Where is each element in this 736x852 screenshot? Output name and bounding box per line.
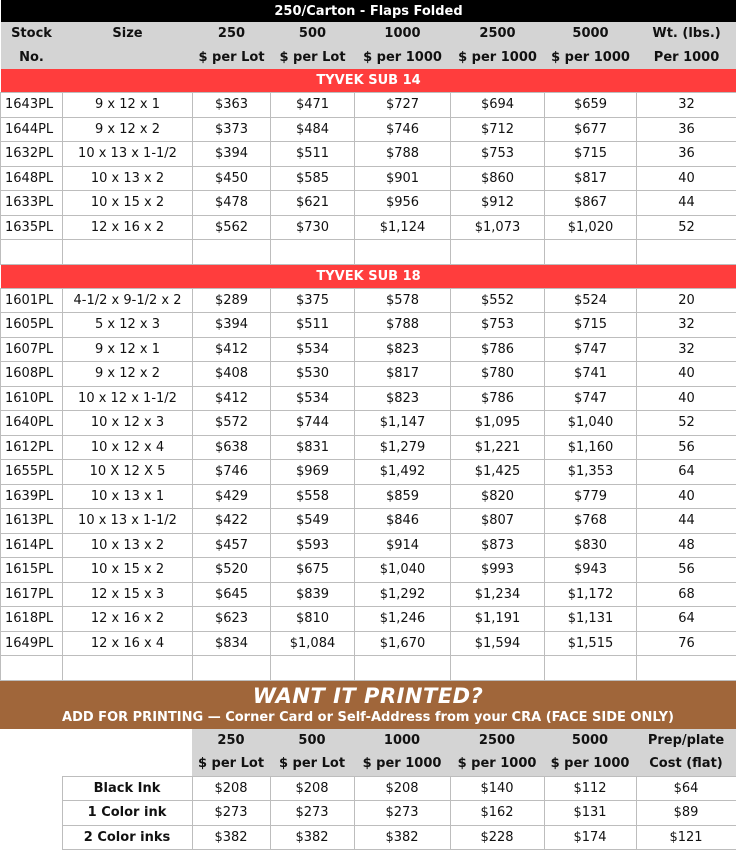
print-column-header: Cost (flat)	[636, 752, 736, 776]
print-banner-title: WANT IT PRINTED?	[252, 683, 484, 708]
table-cell: 40	[637, 166, 736, 191]
blank-cell	[451, 240, 545, 265]
table-cell: $520	[193, 558, 271, 583]
ink-label: 2 Color inks	[62, 825, 192, 850]
table-cell: 56	[637, 435, 736, 460]
table-cell: $1,073	[451, 215, 545, 240]
table-cell: 12 x 16 x 2	[63, 215, 193, 240]
table-cell: 32	[637, 337, 736, 362]
table-cell: $820	[451, 484, 545, 509]
print-column-header: 5000	[544, 729, 636, 753]
table-cell: $1,020	[545, 215, 637, 240]
column-header: 500	[271, 22, 355, 46]
section-title: TYVEK SUB 14	[1, 69, 736, 93]
empty-cell	[0, 729, 192, 753]
table-cell: $524	[545, 288, 637, 313]
print-column-header: $ per Lot	[270, 752, 354, 776]
table-cell: $412	[193, 386, 271, 411]
blank-cell	[1, 240, 63, 265]
table-cell: $993	[451, 558, 545, 583]
table-title-row	[1, 0, 736, 22]
column-header: 5000	[545, 22, 637, 46]
table-cell: 10 x 12 x 1-1/2	[63, 386, 193, 411]
blank-cell	[271, 656, 355, 681]
table-cell: $429	[193, 484, 271, 509]
table-cell: $677	[545, 117, 637, 142]
table-cell: $969	[271, 460, 355, 485]
table-cell: 36	[637, 117, 736, 142]
table-cell: 5 x 12 x 3	[63, 313, 193, 338]
table-cell: 10 X 12 X 5	[63, 460, 193, 485]
section-title: TYVEK SUB 18	[1, 264, 736, 288]
print-price-cell: $273	[354, 801, 450, 826]
table-cell: 1643PL	[1, 93, 63, 118]
table-cell: 1632PL	[1, 142, 63, 167]
table-row	[1, 337, 736, 362]
table-row	[1, 411, 736, 436]
print-column-header: $ per 1000	[450, 752, 544, 776]
table-cell: 10 x 15 x 2	[63, 191, 193, 216]
table-cell: 1615PL	[1, 558, 63, 583]
table-cell: 10 x 13 x 1-1/2	[63, 142, 193, 167]
table-cell: $511	[271, 142, 355, 167]
blank-cell	[63, 656, 193, 681]
table-cell: $817	[545, 166, 637, 191]
table-cell: $478	[193, 191, 271, 216]
table-row	[1, 582, 736, 607]
blank-cell	[451, 656, 545, 681]
table-cell: $408	[193, 362, 271, 387]
print-column-header: $ per 1000	[544, 752, 636, 776]
table-row	[1, 435, 736, 460]
table-row	[1, 142, 736, 167]
print-column-header: 2500	[450, 729, 544, 753]
table-cell: $830	[545, 533, 637, 558]
table-cell: $572	[193, 411, 271, 436]
table-row	[1, 484, 736, 509]
table-cell: $373	[193, 117, 271, 142]
print-column-header: $ per 1000	[354, 752, 450, 776]
table-cell: $780	[451, 362, 545, 387]
table-cell: 32	[637, 93, 736, 118]
blank-cell	[355, 240, 451, 265]
table-cell: $956	[355, 191, 451, 216]
table-cell: $412	[193, 337, 271, 362]
table-cell: $715	[545, 313, 637, 338]
table-title: 250/Carton - Flaps Folded	[1, 0, 736, 22]
column-header: Stock	[1, 22, 63, 46]
table-cell: $1,040	[355, 558, 451, 583]
table-row	[1, 93, 736, 118]
table-row	[1, 313, 736, 338]
table-cell: 1633PL	[1, 191, 63, 216]
table-cell: $1,292	[355, 582, 451, 607]
header-row	[1, 22, 736, 46]
table-cell: 40	[637, 484, 736, 509]
print-price-cell: $382	[192, 825, 270, 850]
table-cell: $675	[271, 558, 355, 583]
print-price-cell: $228	[450, 825, 544, 850]
print-price-cell: $208	[192, 776, 270, 801]
table-cell: $549	[271, 509, 355, 534]
header-row	[1, 46, 736, 70]
table-cell: $552	[451, 288, 545, 313]
table-cell: 4-1/2 x 9-1/2 x 2	[63, 288, 193, 313]
table-row	[1, 533, 736, 558]
table-cell: 1649PL	[1, 631, 63, 656]
table-cell: $747	[545, 337, 637, 362]
print-price-cell: $174	[544, 825, 636, 850]
table-cell: $1,221	[451, 435, 545, 460]
table-cell: $1,095	[451, 411, 545, 436]
table-cell: $1,425	[451, 460, 545, 485]
table-cell: $450	[193, 166, 271, 191]
table-cell: 1605PL	[1, 313, 63, 338]
table-cell: $727	[355, 93, 451, 118]
table-cell: $730	[271, 215, 355, 240]
table-cell: $788	[355, 313, 451, 338]
column-header: Size	[63, 22, 193, 46]
table-cell: $562	[193, 215, 271, 240]
table-cell: 56	[637, 558, 736, 583]
column-header: Wt. (lbs.)	[637, 22, 736, 46]
table-cell: $394	[193, 313, 271, 338]
blank-cell	[193, 656, 271, 681]
table-cell: $534	[271, 386, 355, 411]
print-price-cell: $208	[270, 776, 354, 801]
print-column-header: Prep/plate	[636, 729, 736, 753]
table-cell: 40	[637, 362, 736, 387]
table-cell: 1601PL	[1, 288, 63, 313]
column-header: $ per 1000	[545, 46, 637, 70]
table-cell: $715	[545, 142, 637, 167]
blank-cell	[637, 240, 736, 265]
column-header: $ per 1000	[355, 46, 451, 70]
print-banner	[0, 681, 736, 729]
column-header: No.	[1, 46, 63, 70]
table-cell: $1,131	[545, 607, 637, 632]
table-cell: $753	[451, 142, 545, 167]
table-cell: $1,040	[545, 411, 637, 436]
table-row	[1, 117, 736, 142]
table-cell: 36	[637, 142, 736, 167]
table-cell: 1608PL	[1, 362, 63, 387]
table-cell: 1617PL	[1, 582, 63, 607]
table-cell: $694	[451, 93, 545, 118]
table-cell: 12 x 15 x 3	[63, 582, 193, 607]
table-cell: $943	[545, 558, 637, 583]
empty-cell	[0, 801, 62, 826]
table-cell: $831	[271, 435, 355, 460]
table-cell: $810	[271, 607, 355, 632]
table-cell: $768	[545, 509, 637, 534]
table-cell: 1612PL	[1, 435, 63, 460]
table-cell: $422	[193, 509, 271, 534]
table-cell: $712	[451, 117, 545, 142]
table-cell: $786	[451, 337, 545, 362]
table-cell: 48	[637, 533, 736, 558]
table-cell: $823	[355, 386, 451, 411]
table-cell: $860	[451, 166, 545, 191]
blank-cell	[355, 656, 451, 681]
table-cell: $1,515	[545, 631, 637, 656]
table-cell: $585	[271, 166, 355, 191]
blank-cell	[1, 656, 63, 681]
table-cell: 1644PL	[1, 117, 63, 142]
table-cell: $846	[355, 509, 451, 534]
table-cell: $746	[355, 117, 451, 142]
table-cell: $746	[193, 460, 271, 485]
table-cell: $747	[545, 386, 637, 411]
table-cell: $1,594	[451, 631, 545, 656]
table-cell: $484	[271, 117, 355, 142]
table-cell: 12 x 16 x 4	[63, 631, 193, 656]
table-cell: 9 x 12 x 2	[63, 117, 193, 142]
print-price-cell: $112	[544, 776, 636, 801]
table-cell: 52	[637, 411, 736, 436]
table-cell: $471	[271, 93, 355, 118]
table-cell: $1,084	[271, 631, 355, 656]
print-price-cell: $131	[544, 801, 636, 826]
table-row	[1, 288, 736, 313]
print-price-cell: $382	[354, 825, 450, 850]
blank-cell	[545, 656, 637, 681]
table-cell: 44	[637, 191, 736, 216]
table-row	[1, 215, 736, 240]
empty-cell	[0, 776, 62, 801]
table-cell: 10 x 13 x 1-1/2	[63, 509, 193, 534]
table-cell: $867	[545, 191, 637, 216]
table-cell: $1,670	[355, 631, 451, 656]
blank-cell	[193, 240, 271, 265]
table-cell: $1,246	[355, 607, 451, 632]
print-price-cell: $273	[192, 801, 270, 826]
blank-cell	[545, 240, 637, 265]
table-cell: $753	[451, 313, 545, 338]
table-cell: $779	[545, 484, 637, 509]
print-column-header: $ per Lot	[192, 752, 270, 776]
table-cell: 32	[637, 313, 736, 338]
table-row	[1, 362, 736, 387]
table-cell: $914	[355, 533, 451, 558]
table-cell: 64	[637, 460, 736, 485]
table-cell: 10 x 13 x 2	[63, 166, 193, 191]
table-cell: 1618PL	[1, 607, 63, 632]
column-header: $ per Lot	[271, 46, 355, 70]
table-cell: 64	[637, 607, 736, 632]
table-row	[1, 191, 736, 216]
table-cell: 1635PL	[1, 215, 63, 240]
print-price-cell: $121	[636, 825, 736, 850]
print-column-header: 1000	[354, 729, 450, 753]
table-row	[1, 460, 736, 485]
table-cell: 12 x 16 x 2	[63, 607, 193, 632]
table-cell: $741	[545, 362, 637, 387]
table-cell: 1640PL	[1, 411, 63, 436]
print-price-cell: $89	[636, 801, 736, 826]
table-cell: $1,492	[355, 460, 451, 485]
table-cell: 9 x 12 x 1	[63, 337, 193, 362]
table-cell: 9 x 12 x 1	[63, 93, 193, 118]
table-cell: $817	[355, 362, 451, 387]
print-row	[0, 801, 736, 826]
table-cell: 1648PL	[1, 166, 63, 191]
table-cell: $645	[193, 582, 271, 607]
table-cell: 1655PL	[1, 460, 63, 485]
column-header	[63, 46, 193, 70]
blank-cell	[271, 240, 355, 265]
table-cell: $534	[271, 337, 355, 362]
table-cell: $873	[451, 533, 545, 558]
column-header: $ per 1000	[451, 46, 545, 70]
table-cell: $558	[271, 484, 355, 509]
ink-label: Black Ink	[62, 776, 192, 801]
table-cell: $912	[451, 191, 545, 216]
table-cell: 1610PL	[1, 386, 63, 411]
column-header: 2500	[451, 22, 545, 46]
print-price-cell: $162	[450, 801, 544, 826]
table-cell: 1614PL	[1, 533, 63, 558]
table-row	[1, 166, 736, 191]
table-cell: $511	[271, 313, 355, 338]
table-cell: 1639PL	[1, 484, 63, 509]
table-cell: $823	[355, 337, 451, 362]
print-row	[0, 776, 736, 801]
table-cell: $901	[355, 166, 451, 191]
table-cell: $375	[271, 288, 355, 313]
table-cell: $744	[271, 411, 355, 436]
table-cell: 10 x 15 x 2	[63, 558, 193, 583]
table-cell: 52	[637, 215, 736, 240]
table-cell: $457	[193, 533, 271, 558]
table-cell: $1,234	[451, 582, 545, 607]
table-cell: $1,124	[355, 215, 451, 240]
table-cell: $807	[451, 509, 545, 534]
table-cell: 76	[637, 631, 736, 656]
blank-cell	[637, 656, 736, 681]
table-cell: $1,353	[545, 460, 637, 485]
table-row	[1, 386, 736, 411]
table-row	[1, 607, 736, 632]
table-cell: $659	[545, 93, 637, 118]
table-cell: $394	[193, 142, 271, 167]
table-cell: $786	[451, 386, 545, 411]
print-price-cell: $140	[450, 776, 544, 801]
table-cell: 10 x 13 x 2	[63, 533, 193, 558]
table-cell: 9 x 12 x 2	[63, 362, 193, 387]
print-row	[0, 825, 736, 850]
table-cell: 68	[637, 582, 736, 607]
print-column-header: 500	[270, 729, 354, 753]
table-cell: 10 x 12 x 4	[63, 435, 193, 460]
table-cell: $289	[193, 288, 271, 313]
print-price-cell: $208	[354, 776, 450, 801]
table-cell: $788	[355, 142, 451, 167]
table-cell: $593	[271, 533, 355, 558]
table-cell: $1,160	[545, 435, 637, 460]
print-column-header: 250	[192, 729, 270, 753]
table-cell: $363	[193, 93, 271, 118]
blank-row	[1, 656, 736, 681]
printing-table	[0, 729, 736, 851]
table-row	[1, 631, 736, 656]
empty-cell	[0, 825, 62, 850]
table-cell: 44	[637, 509, 736, 534]
table-cell: $1,191	[451, 607, 545, 632]
table-cell: $638	[193, 435, 271, 460]
column-header: Per 1000	[637, 46, 736, 70]
table-cell: 10 x 12 x 3	[63, 411, 193, 436]
print-price-cell: $64	[636, 776, 736, 801]
table-cell: $623	[193, 607, 271, 632]
table-cell: 40	[637, 386, 736, 411]
print-header-row	[0, 752, 736, 776]
ink-label: 1 Color ink	[62, 801, 192, 826]
table-cell: $834	[193, 631, 271, 656]
table-cell: $859	[355, 484, 451, 509]
section-header-row	[1, 264, 736, 288]
column-header: 1000	[355, 22, 451, 46]
section-header-row	[1, 69, 736, 93]
table-cell: $839	[271, 582, 355, 607]
print-price-cell: $273	[270, 801, 354, 826]
table-cell: $530	[271, 362, 355, 387]
table-row	[1, 558, 736, 583]
empty-cell	[0, 752, 192, 776]
table-row	[1, 509, 736, 534]
table-cell: $1,147	[355, 411, 451, 436]
blank-cell	[63, 240, 193, 265]
table-cell: $621	[271, 191, 355, 216]
table-cell: 20	[637, 288, 736, 313]
table-cell: $1,279	[355, 435, 451, 460]
table-cell: $1,172	[545, 582, 637, 607]
table-cell: 10 x 13 x 1	[63, 484, 193, 509]
table-cell: $578	[355, 288, 451, 313]
print-price-cell: $382	[270, 825, 354, 850]
table-cell: 1613PL	[1, 509, 63, 534]
print-header-row	[0, 729, 736, 753]
print-banner-subtitle: ADD FOR PRINTING — Corner Card or Self-Address from your CRA (FACE SIDE ONLY)	[62, 709, 674, 725]
table-cell: 1607PL	[1, 337, 63, 362]
column-header: $ per Lot	[193, 46, 271, 70]
column-header: 250	[193, 22, 271, 46]
blank-row	[1, 240, 736, 265]
